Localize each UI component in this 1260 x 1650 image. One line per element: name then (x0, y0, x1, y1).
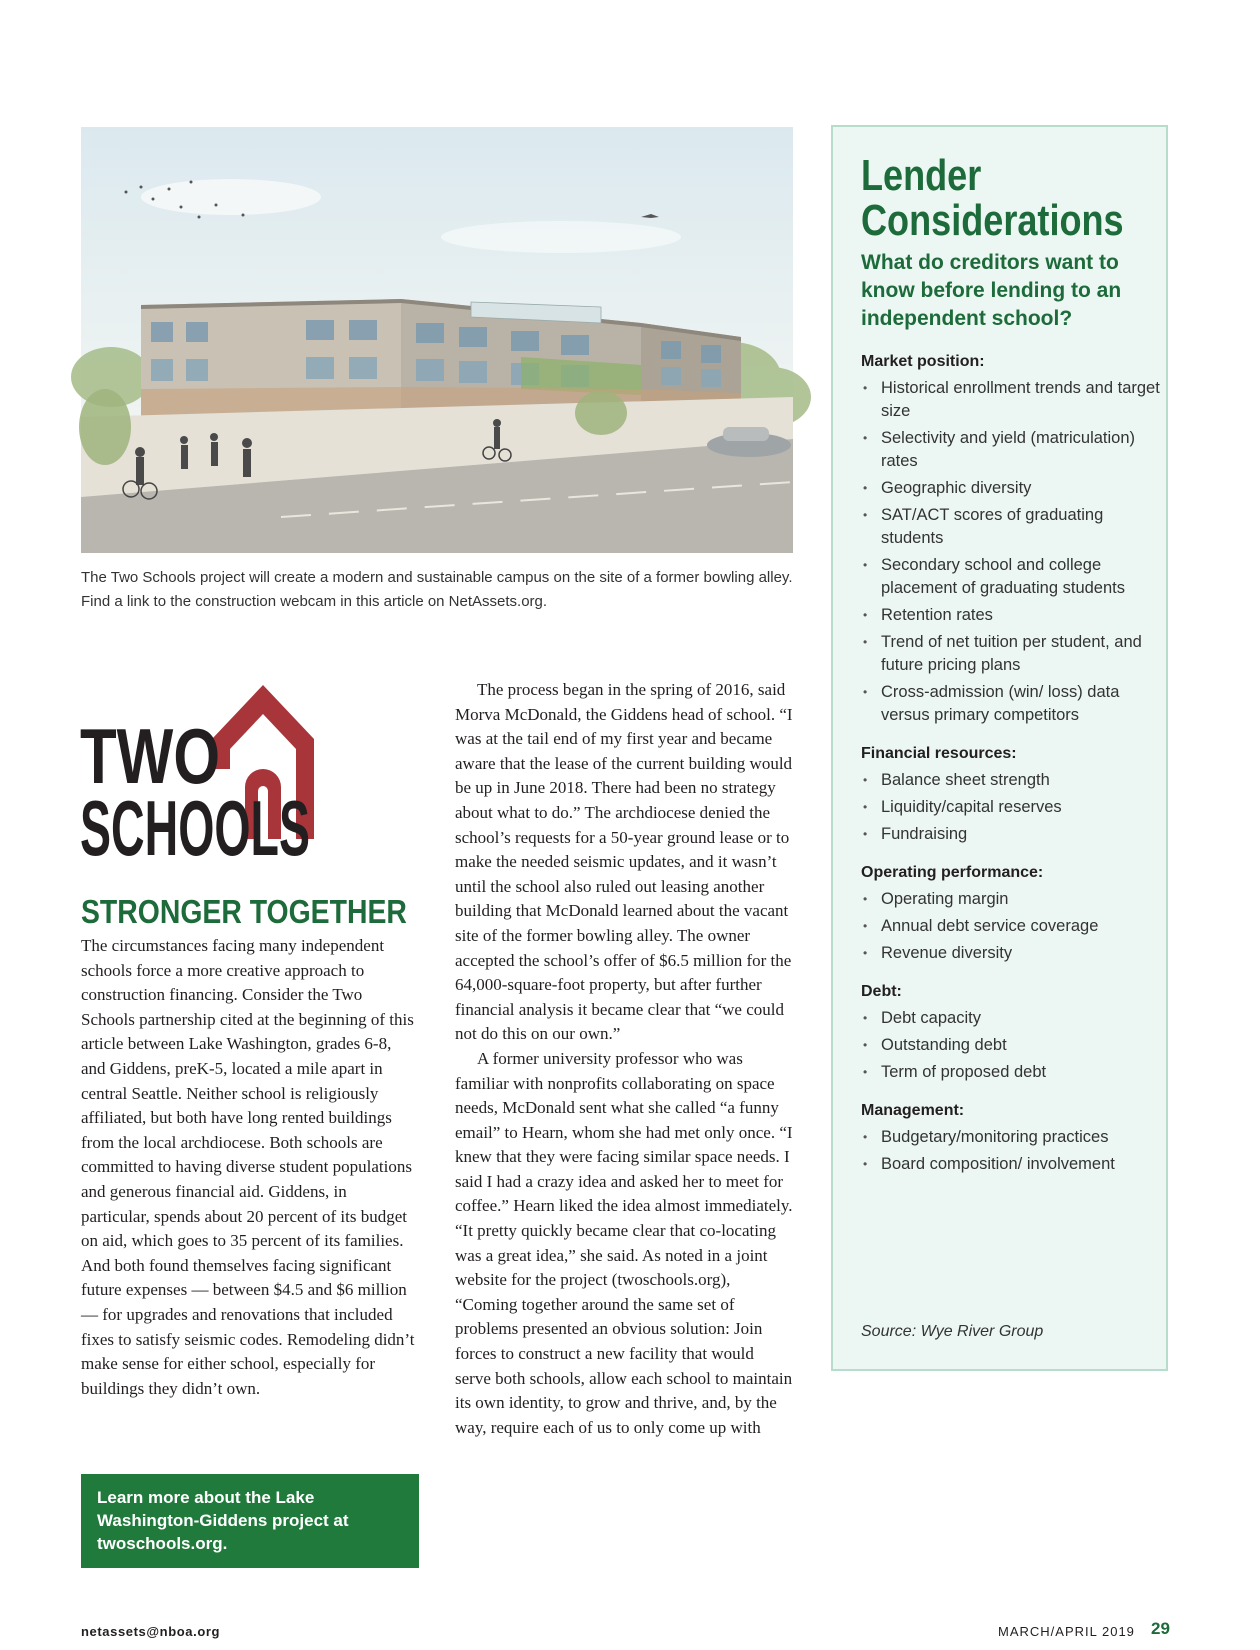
list-item: • Cross-admission (win/ loss) data versus primary competitors (861, 681, 1161, 727)
column1-paragraph: The circumstances facing many independent schools force a more creative approach to construction financing. Consider the Two Schools partnership cited at the beginning of this article between Lake Washington, grades 6-8, and Giddens, preK-5, located a mile apart in central Seattle. Neither school is religiously affiliated, but both have long rented buildings from the local archdiocese. Both schools are committed to having diverse student populations and generous financial aid. Giddens, in particular, spends about 20 percent of its budget on aid, which goes to 35 percent of its families. And both found themselves facing significant future expenses — between $4.5 and $6 million — for upgrades and renovations that included fixes to satisfy seismic codes. Remodeling didn’t make sense for either school, especially for buildings they didn’t own. (81, 936, 415, 1398)
section-heading: Debt: (861, 983, 902, 1000)
column2-paragraph-2: A former university professor who was familiar with nonprofits collaborating on space needs, McDonald sent what she called “a funny email” to Hearn, whom she had met only once. “I knew that they were facing similar space needs. I said I had a crazy idea and asked her to meet for coffee.” Hearn liked the idea almost immediately. “It pretty quickly became clear that co-locating was a great idea,” she said. As noted in a joint website for the project (twoschools.org), “Coming together around the same set of problems presented an obvious solution: Join forces to construct a new facility that would serve both schools, allow each school to maintain its own identity, to grow and thrive, and, by the way, require each of us to only come up with (455, 1048, 793, 1437)
list-item: • Board composition/ involvement (861, 1153, 1161, 1176)
image-caption: The Two Schools project will create a modern and sustainable campus on the site of a former bowling alley. Find a link to the construction webcam in this article on NetAssets.org. (81, 569, 793, 610)
list-item: • SAT/ACT scores of graduating students (861, 504, 1161, 550)
list-item: • Retention rates (861, 604, 1161, 627)
list-item: • Annual debt service coverage (861, 915, 1161, 938)
section-operating-performance (861, 864, 1161, 965)
sidebar-title-line1: Lender (861, 151, 982, 200)
sidebar-title (861, 151, 1124, 245)
article-column-2 (455, 678, 793, 1440)
section-heading: Financial resources: (861, 745, 1017, 762)
school-building-rendering (81, 127, 793, 553)
lender-considerations-sidebar (831, 125, 1168, 1371)
logo-line2: SCHOOLS (80, 784, 310, 872)
hero-illustration (81, 127, 793, 553)
column2-paragraph-1: The process began in the spring of 2016, said Morva McDonald, the Giddens head of school. “I was at the tail end of my first year and became aware that the lease of the current building would be up in June 2018. There had been no strategy about what to do.” The archdiocese denied the school’s requests for a 50-year ground lease or to make the needed seismic updates, and it wasn’t until the school also ruled out leasing another building that McDonald learned about the vacant site of the former bowling alley. The owner accepted the school’s offer of $6.5 million for the 64,000-square-foot property, but after further financial analysis it became clear that “we could not do this on our own.” (455, 680, 793, 1044)
footer-email: netassets@nboa.org (81, 1624, 221, 1639)
list-item: • Debt capacity (861, 1007, 1161, 1030)
section-financial-resources (861, 745, 1161, 846)
list-item: • Balance sheet strength (861, 769, 1161, 792)
section-market-position (861, 353, 1161, 727)
list-item: • Outstanding debt (861, 1034, 1161, 1057)
sidebar-title-line2: Considerations (861, 196, 1124, 245)
two-schools-logo (80, 683, 340, 883)
list-item: • Revenue diversity (861, 942, 1161, 965)
list-item: • Geographic diversity (861, 477, 1161, 500)
footer-date: MARCH/APRIL 2019 (998, 1624, 1135, 1639)
sidebar-sections (861, 353, 1161, 1194)
section-debt (861, 983, 1161, 1084)
list-item: • Historical enrollment trends and target size (861, 377, 1161, 423)
sidebar-source: Source: Wye River Group (861, 1323, 1044, 1340)
list-item: • Selectivity and yield (matriculation) rates (861, 427, 1161, 473)
list-item: • Secondary school and college placement of graduating students (861, 554, 1161, 600)
section-heading: Management: (861, 1102, 965, 1119)
list-item: • Term of proposed debt (861, 1061, 1161, 1084)
logo-line1: TWO (80, 712, 220, 800)
sidebar-subtitle: What do creditors want to know before lending to an independent school? (861, 251, 1122, 330)
section-kicker: STRONGER TOGETHER (81, 893, 407, 930)
list-item: • Operating margin (861, 888, 1161, 911)
section-heading: Market position: (861, 353, 985, 370)
page-number: 29 (1151, 1619, 1170, 1638)
learn-more-callout: Learn more about the Lake Washington-Giddens project at twoschools.org. (81, 1474, 419, 1568)
list-item: • Trend of net tuition per student, and future pricing plans (861, 631, 1161, 677)
section-heading: Operating performance: (861, 864, 1044, 881)
article-column-1 (81, 934, 417, 1401)
list-item: • Fundraising (861, 823, 1161, 846)
list-item: • Liquidity/capital reserves (861, 796, 1161, 819)
section-management (861, 1102, 1161, 1176)
list-item: • Budgetary/monitoring practices (861, 1126, 1161, 1149)
